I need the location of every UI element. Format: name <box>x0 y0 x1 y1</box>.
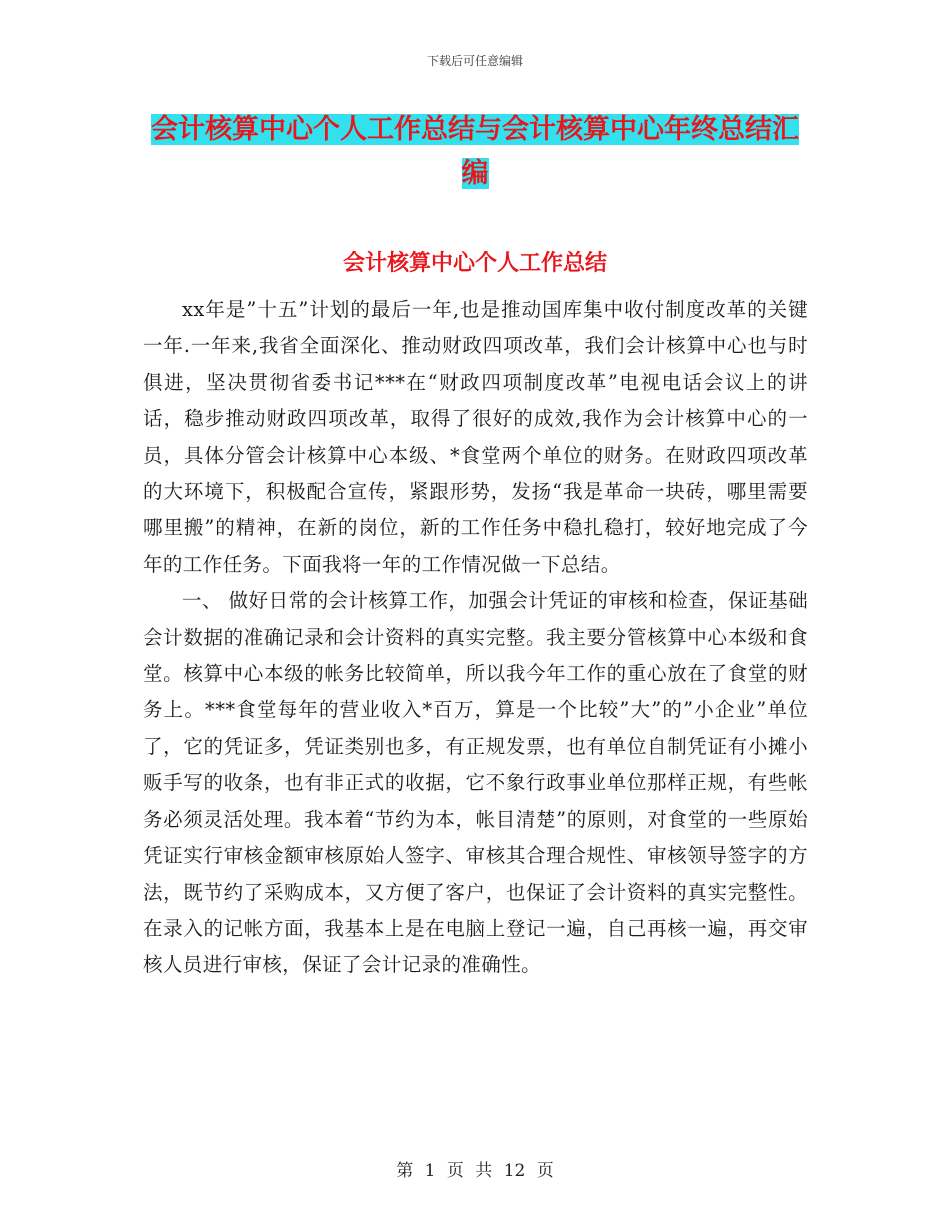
section-title: 会计核算中心个人工作总结 <box>342 251 607 276</box>
paragraph: 一、 做好日常的会计核算工作，加强会计凭证的审核和检查，保证基础会计数据的准确记录和会计资料的真实完整。我主要分管核算中心本级和食堂。核算中心本级的帐务比较简单，所以我今年工作的重心放在了食堂的财务上。***食堂每年的营业收入*百万，算是一个比较”大”的”小企业”单位了，它的凭证多，凭证类别也多，有正规发票，也有单位自制凭证有小摊小贩手写的收条，也有非正式的收据，它不象行政事业单位那样正规，有些帐务必须灵活处理。我本着“节约为本，帐目清楚”的原则，对食堂的一些原始凭证实行审核金额审核原始人签字、审核其合理合规性、审核领导签字的方法，既节约了采购成本，又方便了客户，也保证了会计资料的真实完整性。在录入的记帐方面，我基本上是在电脑上登记一遍，自己再核一遍，再交审核人员进行审核，保证了会计记录的准确性。 <box>143 589 808 977</box>
document-title <box>140 108 810 196</box>
paragraph: xx年是”十五”计划的最后一年,也是推动国库集中收付制度改革的关键一年.一年来,我省全面深化、推动财政四项改革，我们会计核算中心也与时俱进，坚决贯彻省委书记***在“财政四项制度改革”电视电话会议上的讲话，稳步推动财政四项改革，取得了很好的成效,我作为会计核算中心的一员，具体分管会计核算中心本级、*食堂两个单位的财务。在财政四项改革的大环境下，积极配合宣传，紧跟形势，发扬“我是革命一块砖，哪里需要哪里搬”的精神，在新的岗位，新的工作任务中稳扎稳打，较好地完成了今年的工作任务。下面我将一年的工作情况做一下总结。 <box>143 298 808 576</box>
document-title-text: 会计核算中心个人工作总结与会计核算中心年终总结汇编 <box>151 114 799 189</box>
document-body <box>143 292 808 984</box>
header-note: 下载后可任意编辑 <box>426 54 523 68</box>
page-footer: 第 1 页 共 12 页 <box>396 1161 554 1181</box>
